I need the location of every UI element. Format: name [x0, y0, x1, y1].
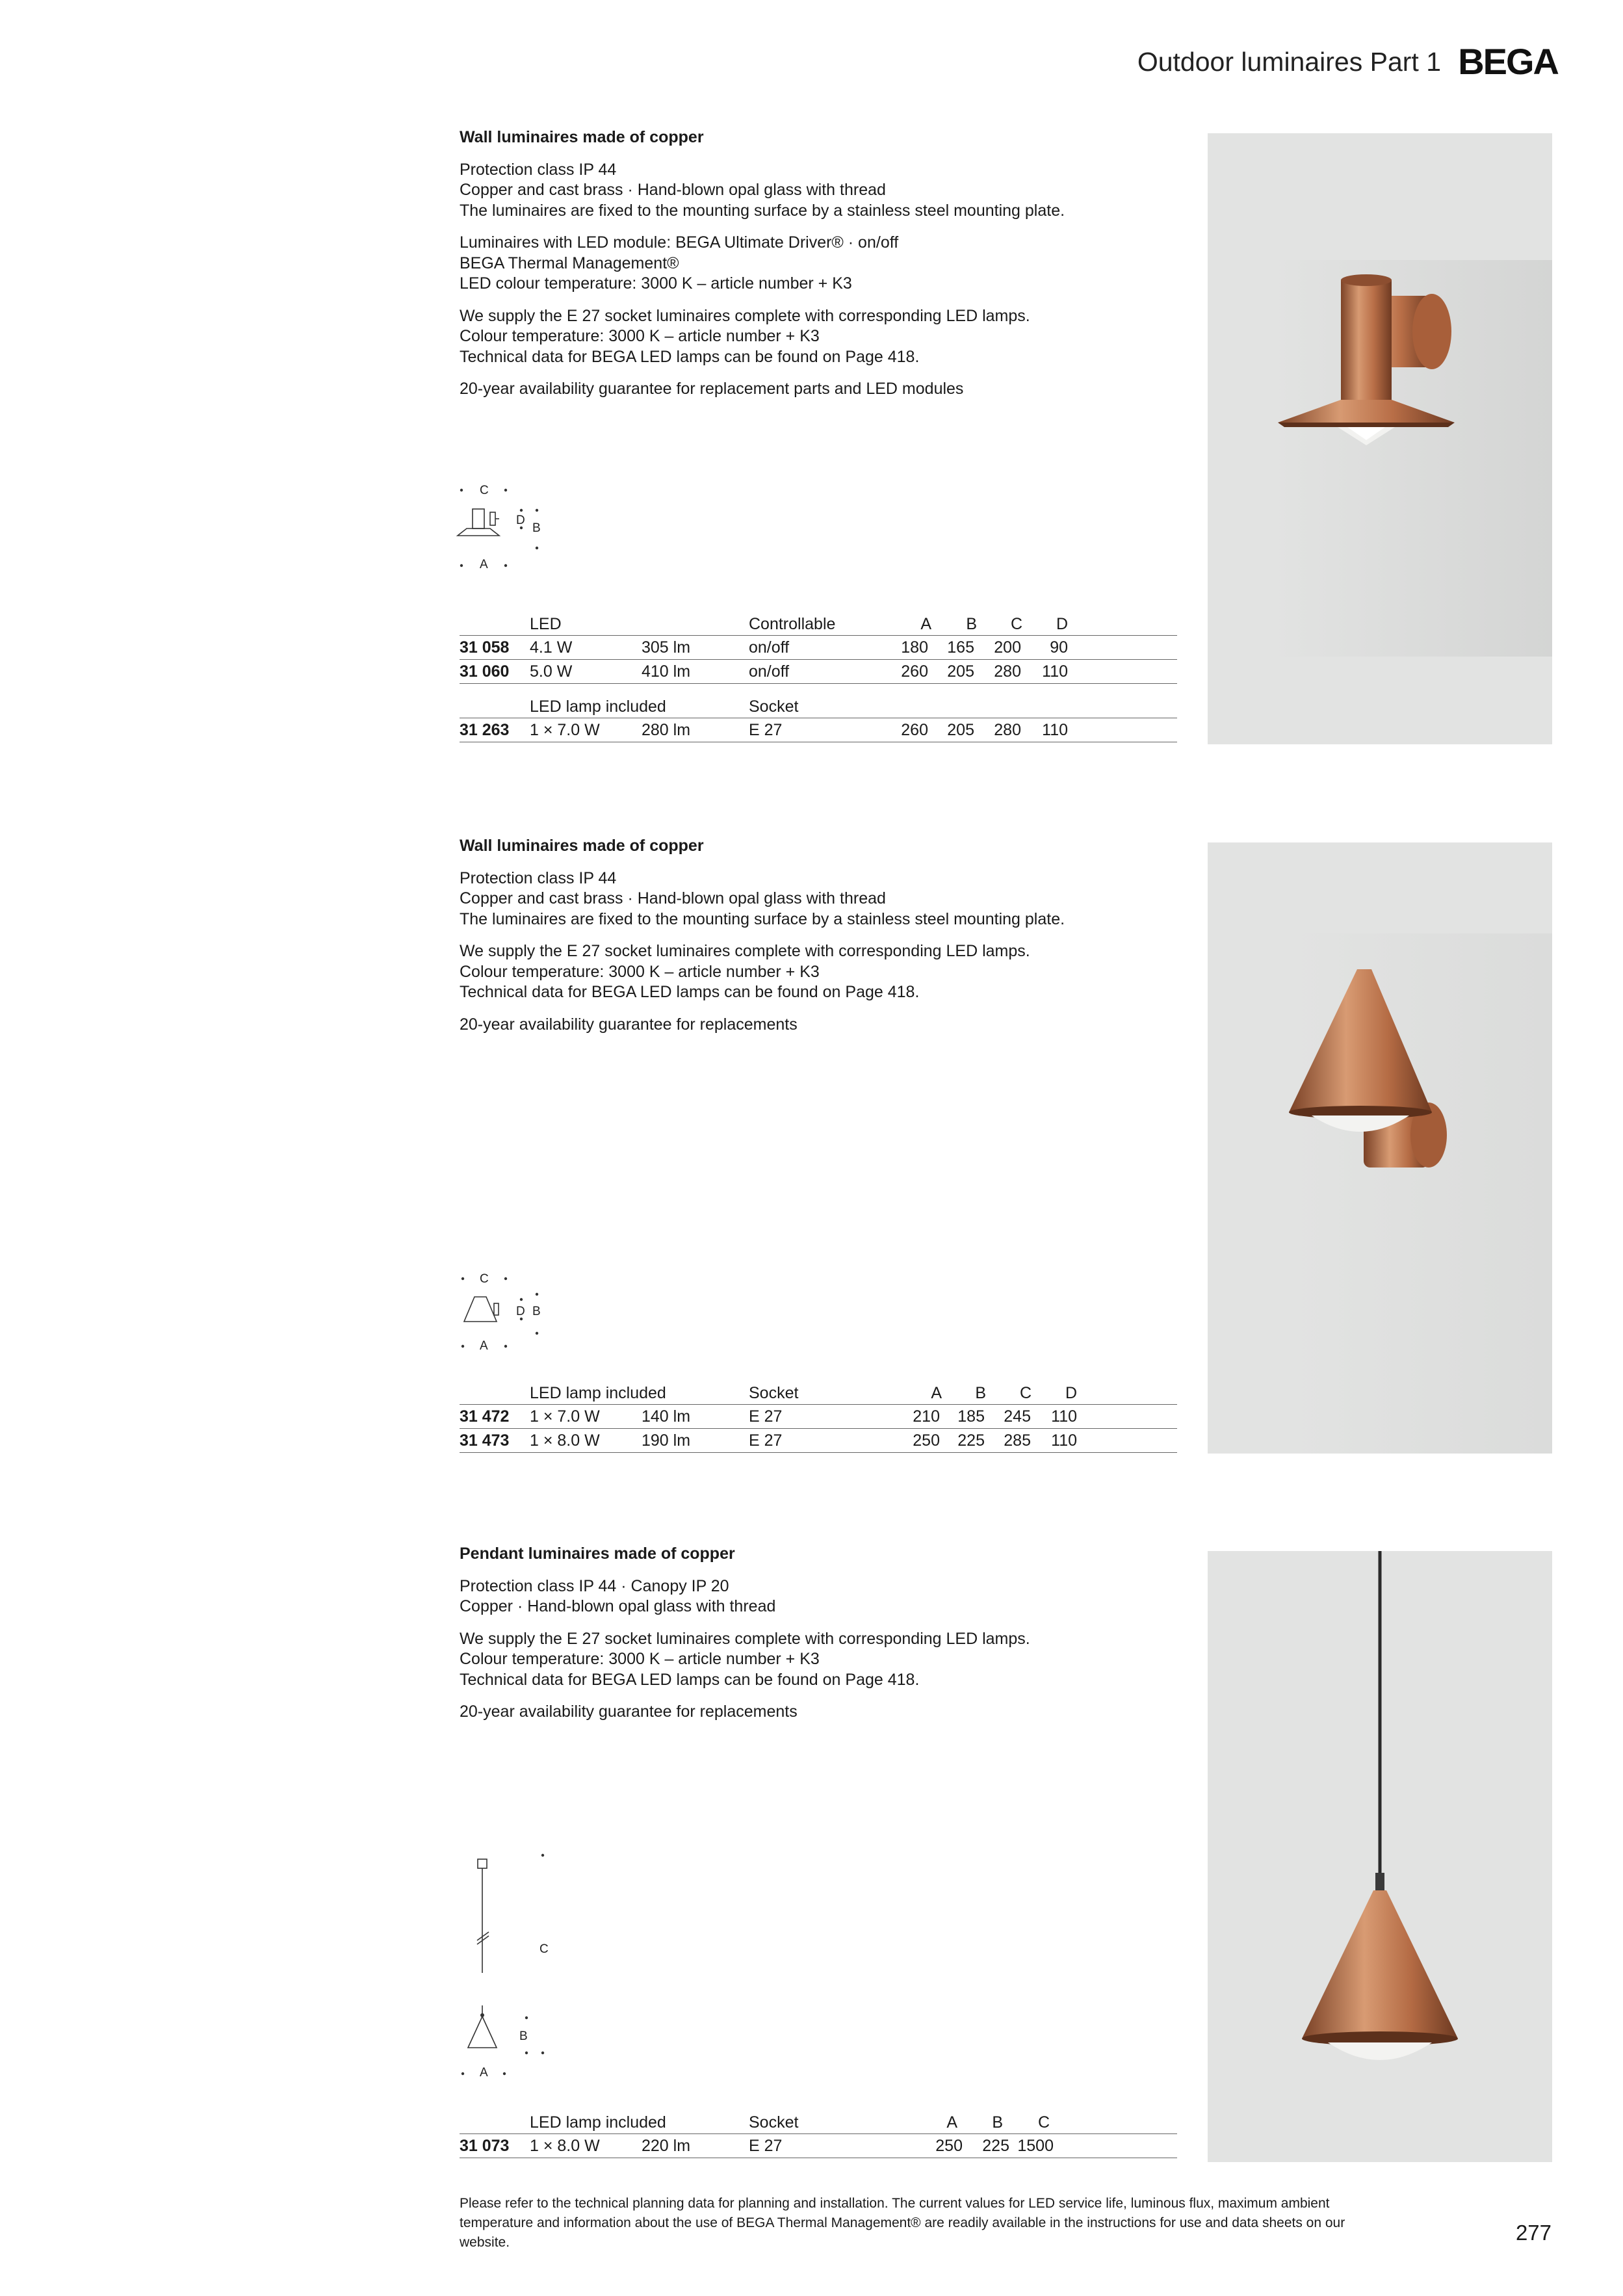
wall-luminaire-outline-icon: [455, 481, 559, 572]
table-row: [460, 660, 1177, 684]
table-header: [460, 2111, 1177, 2134]
dim-label-d: D: [516, 514, 525, 527]
column-header: B: [975, 1384, 986, 1402]
product-photo: [1208, 133, 1552, 744]
cell: 140 lm: [642, 1407, 691, 1426]
cell: 280: [994, 721, 1021, 739]
cell: 245: [1004, 1407, 1031, 1426]
cell: 305 lm: [642, 638, 691, 657]
cell: 190 lm: [642, 1431, 691, 1450]
column-header: LED lamp included: [530, 2113, 666, 2132]
wall-luminaire-cylinder-icon: [1208, 133, 1552, 744]
article-number: 31 472: [460, 1407, 510, 1426]
table-header: [460, 696, 1177, 718]
cell: E 27: [749, 721, 783, 739]
column-header: LED lamp included: [530, 698, 666, 716]
paragraph: [460, 306, 1175, 368]
text-line: 20-year availability guarantee for replacements: [460, 1015, 798, 1034]
cell: E 27: [749, 2137, 783, 2155]
footnote: Please refer to the technical planning data for planning and installation. The current values for LED service life, luminous flux, maximum ambient temperature and information about the use of BEGA Thermal Management® are readily available in the instructions for use and data sheets on our website.: [460, 2196, 1345, 2250]
cell: 180: [901, 638, 928, 657]
column-header: LED lamp included: [530, 1384, 666, 1402]
product-description: [460, 127, 1175, 411]
paragraph: [460, 868, 1175, 930]
paragraph: [460, 379, 1175, 400]
spec-table: [460, 2111, 1177, 2158]
dim-label-c: C: [480, 484, 489, 497]
table-header: [460, 1382, 1177, 1405]
table-row: [460, 2134, 1177, 2158]
product-title: Pendant luminaires made of copper: [460, 1545, 735, 1563]
column-header: Controllable: [749, 615, 836, 633]
article-number: 31 073: [460, 2137, 510, 2155]
cell: 250: [913, 1431, 940, 1450]
paragraph: [460, 941, 1175, 1003]
paragraph: [460, 1702, 1175, 1723]
cell: 110: [1051, 1431, 1077, 1450]
paragraph: [460, 1015, 1175, 1036]
paragraph: [460, 233, 1175, 294]
pendant-luminaire-outline-icon: [455, 1846, 559, 2093]
text-line: Technical data for BEGA LED lamps can be found on Page 418.: [460, 983, 920, 1001]
product-title: Wall luminaires made of copper: [460, 837, 704, 855]
text-line: We supply the E 27 socket luminaires complete with corresponding LED lamps.: [460, 942, 1030, 960]
wall-luminaire-cone-icon: [1208, 842, 1552, 1454]
column-header: A: [920, 615, 931, 633]
cell: 205: [947, 662, 974, 681]
text-line: Copper and cast brass · Hand-blown opal glass with thread: [460, 889, 886, 907]
cell: 165: [947, 638, 974, 657]
column-header: D: [1056, 615, 1068, 633]
cell: on/off: [749, 638, 790, 657]
spec-table: [460, 1382, 1177, 1453]
text-line: The luminaires are fixed to the mounting surface by a stainless steel mounting plate.: [460, 909, 1065, 928]
text-line: Protection class IP 44: [460, 868, 617, 887]
column-header: LED: [530, 615, 562, 633]
cell: 280 lm: [642, 721, 691, 739]
cell: 1 × 8.0 W: [530, 1431, 600, 1450]
cell: 410 lm: [642, 662, 691, 681]
cell: 280: [994, 662, 1021, 681]
text-line: We supply the E 27 socket luminaires complete with corresponding LED lamps.: [460, 306, 1030, 325]
product-photo: [1208, 842, 1552, 1454]
cell: 205: [947, 721, 974, 739]
column-header: C: [1019, 1384, 1032, 1402]
cell: 225: [982, 2137, 1009, 2155]
cell: 260: [901, 721, 928, 739]
text-line: Colour temperature: 3000 K – article number + K3: [460, 327, 820, 345]
cell: 4.1 W: [530, 638, 573, 657]
cell: 90: [1050, 638, 1068, 657]
text-line: LED colour temperature: 3000 K – article number + K3: [460, 274, 852, 293]
product-title: Wall luminaires made of copper: [460, 128, 704, 146]
cell: 1 × 8.0 W: [530, 2137, 600, 2155]
dim-label-b: B: [532, 1305, 541, 1318]
product-description: [460, 1544, 1175, 1734]
table-row: [460, 636, 1177, 660]
cell: 260: [901, 662, 928, 681]
dim-label-b: B: [519, 2029, 528, 2043]
column-header: C: [1037, 2113, 1050, 2132]
dim-label-a: A: [480, 558, 488, 571]
text-line: Luminaires with LED module: BEGA Ultimate Driver® · on/off: [460, 233, 899, 252]
column-header: A: [946, 2113, 957, 2132]
paragraph: [460, 1629, 1175, 1691]
product-photo: [1208, 1551, 1552, 2162]
product-description: [460, 836, 1175, 1047]
paragraph: [460, 160, 1175, 222]
text-line: The luminaires are fixed to the mounting surface by a stainless steel mounting plate.: [460, 201, 1065, 220]
cell: 185: [957, 1407, 985, 1426]
text-line: We supply the E 27 socket luminaires complete with corresponding LED lamps.: [460, 1629, 1030, 1648]
column-header: Socket: [749, 698, 799, 716]
page-number: 277: [1515, 2221, 1552, 2245]
text-line: Protection class IP 44: [460, 160, 617, 179]
column-header: D: [1065, 1384, 1077, 1402]
article-number: 31 473: [460, 1431, 510, 1450]
column-header: A: [931, 1384, 942, 1402]
column-header: Socket: [749, 1384, 799, 1402]
cell: 110: [1042, 662, 1068, 681]
dim-label-d: D: [516, 1305, 525, 1318]
column-header: B: [966, 615, 977, 633]
cell: 210: [913, 1407, 940, 1426]
text-line: Protection class IP 44 · Canopy IP 20: [460, 1576, 729, 1595]
cell: E 27: [749, 1407, 783, 1426]
text-line: Colour temperature: 3000 K – article number + K3: [460, 962, 820, 981]
article-number: 31 058: [460, 638, 510, 657]
text-line: Copper and cast brass · Hand-blown opal glass with thread: [460, 181, 886, 199]
cell: 285: [1004, 1431, 1031, 1450]
cell: 1 × 7.0 W: [530, 721, 600, 739]
cell: 250: [935, 2137, 963, 2155]
page-title: Outdoor luminaires Part 1: [1137, 47, 1441, 77]
cell: 225: [957, 1431, 985, 1450]
table-row: [460, 718, 1177, 742]
cell: on/off: [749, 662, 790, 681]
text-line: Technical data for BEGA LED lamps can be found on Page 418.: [460, 347, 920, 366]
dim-label-b: B: [532, 521, 541, 535]
column-header: Socket: [749, 2113, 799, 2132]
article-number: 31 263: [460, 721, 510, 739]
table-row: [460, 1429, 1177, 1453]
column-header: C: [1010, 615, 1022, 633]
cell: 1500: [1017, 2137, 1054, 2155]
cell: 110: [1042, 721, 1068, 739]
table-header: [460, 613, 1177, 636]
cell: 200: [994, 638, 1021, 657]
article-number: 31 060: [460, 662, 510, 681]
text-line: BEGA Thermal Management®: [460, 254, 679, 272]
dim-label-a: A: [480, 2066, 488, 2080]
table-row: [460, 1405, 1177, 1429]
paragraph: [460, 1576, 1175, 1617]
dim-label-a: A: [480, 1339, 488, 1353]
cell: 110: [1051, 1407, 1077, 1426]
cone-wall-luminaire-outline-icon: [455, 1271, 559, 1355]
text-line: 20-year availability guarantee for replacement parts and LED modules: [460, 380, 964, 398]
text-line: Copper · Hand-blown opal glass with thread: [460, 1597, 776, 1615]
dim-label-c: C: [539, 1942, 549, 1956]
cell: 220 lm: [642, 2137, 691, 2155]
spec-table: [460, 613, 1177, 742]
text-line: Colour temperature: 3000 K – article number + K3: [460, 1650, 820, 1668]
cell: E 27: [749, 1431, 783, 1450]
text-line: Technical data for BEGA LED lamps can be found on Page 418.: [460, 1670, 920, 1689]
pendant-luminaire-cone-icon: [1208, 1551, 1552, 2162]
cell: 5.0 W: [530, 662, 573, 681]
text-line: 20-year availability guarantee for replacements: [460, 1702, 798, 1721]
cell: 1 × 7.0 W: [530, 1407, 600, 1426]
column-header: B: [992, 2113, 1003, 2132]
dim-label-c: C: [480, 1272, 489, 1286]
bega-logo: BEGA: [1458, 41, 1558, 82]
